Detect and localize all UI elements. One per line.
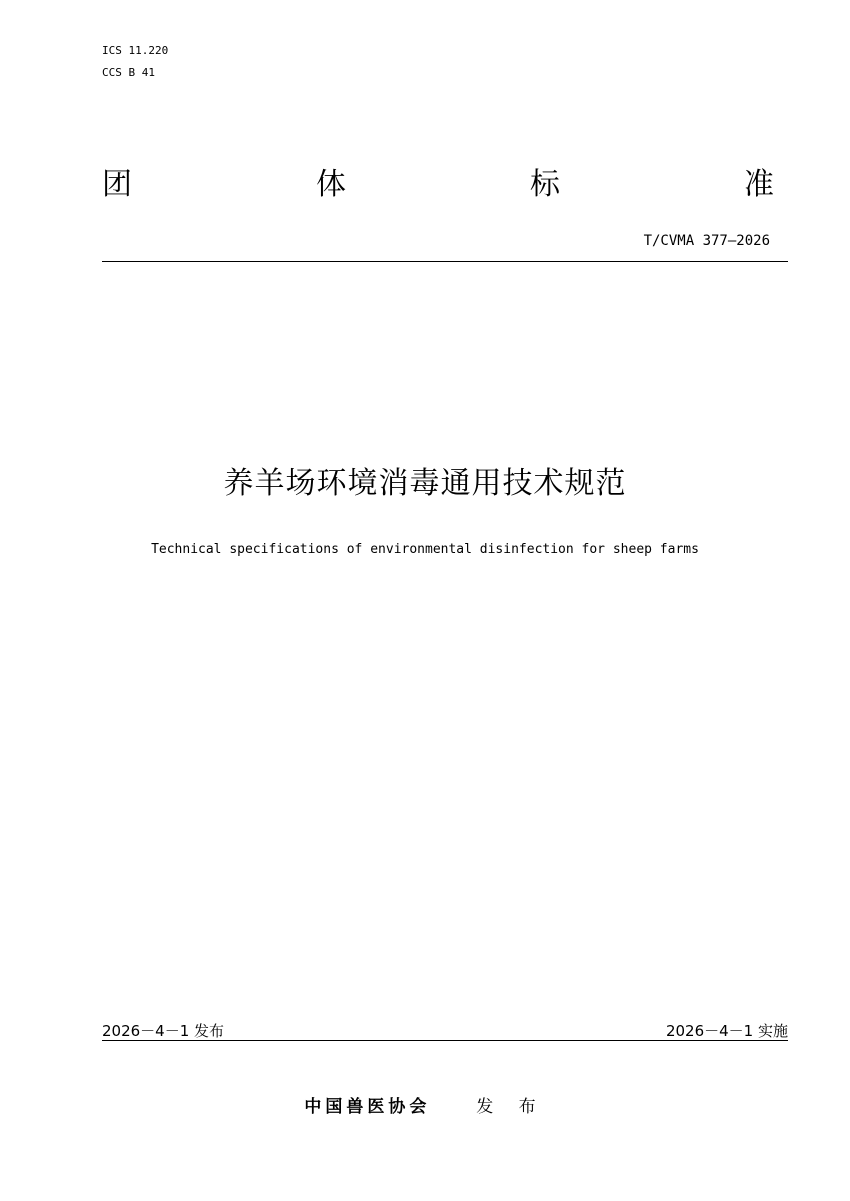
document-title: 养羊场环境消毒通用技术规范 (223, 466, 627, 501)
ccs-code: CCS B 41 (102, 66, 155, 79)
publisher-line (0, 1094, 850, 1120)
publisher-name: 中国兽医协会 (304, 1097, 431, 1117)
document-title-english: Technical specifications of environmental disinfection for sheep farms (151, 542, 699, 557)
standard-type-char: 准 (744, 167, 774, 202)
standard-type-char: 标 (530, 167, 560, 202)
issue-date: 2026－4－1 发布 (102, 1022, 225, 1040)
footer-divider (102, 1040, 788, 1041)
standard-number: T/CVMA 377—2026 (643, 233, 770, 249)
publisher-suffix: 发 布 (476, 1097, 546, 1117)
header-divider (102, 261, 788, 262)
standard-type-heading (102, 163, 774, 207)
standard-type-char: 体 (316, 167, 346, 202)
implementation-date: 2026－4－1 实施 (665, 1022, 788, 1040)
ics-code: ICS 11.220 (102, 44, 169, 57)
standard-type-char: 团 (102, 167, 132, 202)
